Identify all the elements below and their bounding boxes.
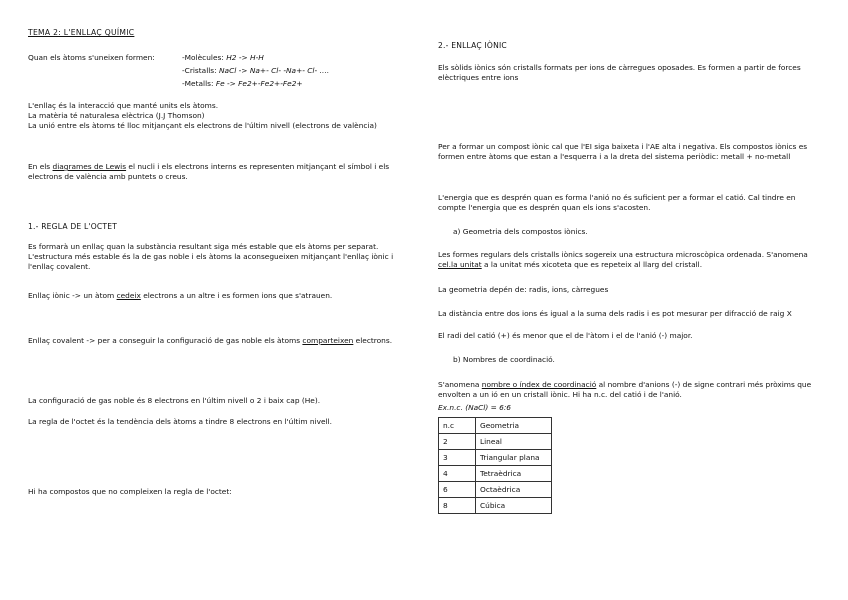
type-metals: -Metalls: Fe -> Fe2+-Fe2+-Fe2+ bbox=[182, 79, 303, 88]
def-line: La matèria té naturalesa elèctrica (J.J Thomson) bbox=[28, 111, 205, 120]
forms-paragraph: Les formes regulars dels cristalls iònics sogereix una estructura microscòpica ordenada. S'anomena cel.la unitat a la unitat més xicoteta que es repeteix al llarg del cristall. bbox=[438, 250, 808, 269]
section-1-title: 1.- REGLA DE L'OCTET bbox=[28, 222, 118, 231]
table-cell: 6 bbox=[439, 482, 476, 498]
table-row bbox=[439, 434, 552, 450]
table-header-row bbox=[439, 418, 552, 434]
table-row bbox=[439, 482, 552, 498]
intro-block bbox=[28, 53, 398, 88]
table-row bbox=[439, 498, 552, 514]
comparteixen-term: comparteixen bbox=[302, 336, 354, 345]
ionic-solids-paragraph: Els sòlids iònics són cristalls formats per ions de càrregues oposades. Es formen a partir de forces elèctriques entre ions bbox=[438, 63, 801, 82]
ionic-bond-line: Enllaç iònic -> un àtom cedeix electrons a un altre i es formen ions que s'atrauen. bbox=[28, 291, 333, 300]
table-row bbox=[439, 466, 552, 482]
energy-paragraph: L'energia que es desprén quan es forma l'anió no és suficient per a formar el catió. Cal tindre en compte l'energia que es desprén quan els ions s'acosten. bbox=[438, 193, 796, 212]
compound-types bbox=[182, 53, 392, 89]
exceptions-line: Hi ha compostos que no compleixen la regla de l'octet: bbox=[28, 487, 232, 496]
table-header-cell: n.c bbox=[439, 418, 476, 434]
definition-block bbox=[28, 101, 398, 131]
subsection-a-title: a) Geometria dels compostos iònics. bbox=[453, 227, 588, 236]
lewis-term: diagrames de Lewis bbox=[52, 162, 127, 171]
intro-label: Quan els àtoms s'uneixen formen: bbox=[28, 53, 155, 62]
subsection-b-title: b) Nombres de coordinació. bbox=[453, 355, 555, 364]
unit-cell-term: cel.la unitat bbox=[438, 260, 482, 269]
type-crystals: -Cristalls: NaCl -> Na+- Cl- -Na+- Cl- …. bbox=[182, 66, 330, 75]
octet-rule-line: La regla de l'octet és la tendència dels àtoms a tindre 8 electrons en l'últim nivell. bbox=[28, 417, 332, 426]
nacl-example: Ex.n.c. (NaCl) = 6:6 bbox=[438, 403, 512, 412]
def-line: La unió entre els àtoms té lloc mitjançant els electrons de l'últim nivell (electrons de valència) bbox=[28, 121, 377, 130]
radius-line: El radi del catió (+) és menor que el de l'àtom i el de l'anió (-) major. bbox=[438, 331, 693, 340]
def-line: L'enllaç és la interacció que manté units els àtoms. bbox=[28, 101, 219, 110]
formation-paragraph: Per a formar un compost iònic cal que l'EI siga baixeta i l'AE alta i negativa. Els compostos iònics es formen entre àtoms que estan a l'esquerra i a la dreta del sistema periòdic: metall + no-metall bbox=[438, 142, 808, 161]
page-title: TEMA 2: L'ENLLAÇ QUÍMIC bbox=[28, 28, 135, 37]
distance-paragraph: La distància entre dos ions és igual a la suma dels radis i es pot mesurar per difracció de raig X bbox=[438, 309, 792, 318]
table-header-cell: Geometria bbox=[476, 418, 552, 434]
table-cell: Lineal bbox=[476, 434, 552, 450]
type-molecules: -Molècules: H2 -> H-H bbox=[182, 53, 264, 62]
table-row bbox=[439, 450, 552, 466]
table-cell: Cúbica bbox=[476, 498, 552, 514]
octet-paragraph: Es formarà un enllaç quan la substància resultant siga més estable que els àtoms per separat. L'estructura més estable és la de gas noble i els àtoms la aconsegueixen mitjançant l'enllaç iònic i l'enllaç covalent. bbox=[28, 242, 394, 271]
table-cell: Triangular plana bbox=[476, 450, 552, 466]
cedeix-term: cedeix bbox=[116, 291, 141, 300]
geometry-depends-line: La geometria depén de: radis, ions, càrregues bbox=[438, 285, 609, 294]
covalent-bond-line: Enllaç covalent -> per a conseguir la configuració de gas noble els àtoms comparteixen electrons. bbox=[28, 336, 393, 345]
lewis-paragraph: En els diagrames de Lewis el nucli i els electrons interns es representen mitjançant el símbol i els electrons de valència amb puntets o creus. bbox=[28, 162, 390, 181]
coordination-table bbox=[438, 417, 552, 514]
table-cell: 2 bbox=[439, 434, 476, 450]
section-2-title: 2.- ENLLAÇ IÒNIC bbox=[438, 41, 507, 50]
coordination-paragraph: S'anomena nombre o índex de coordinació al nombre d'anions (-) de signe contrari més pròxims que envolten a un ió en un cristall iònic. Hi ha n.c. del catió i de l'anió. bbox=[438, 380, 812, 399]
noble-config-line: La configuració de gas noble és 8 electrons en l'últim nivell o 2 i baix cap (He). bbox=[28, 396, 321, 405]
table-cell: 3 bbox=[439, 450, 476, 466]
coordination-term: nombre o índex de coordinació bbox=[481, 380, 597, 389]
table-cell: 4 bbox=[439, 466, 476, 482]
table-cell: Octaèdrica bbox=[476, 482, 552, 498]
table-cell: 8 bbox=[439, 498, 476, 514]
table-cell: Tetraèdrica bbox=[476, 466, 552, 482]
